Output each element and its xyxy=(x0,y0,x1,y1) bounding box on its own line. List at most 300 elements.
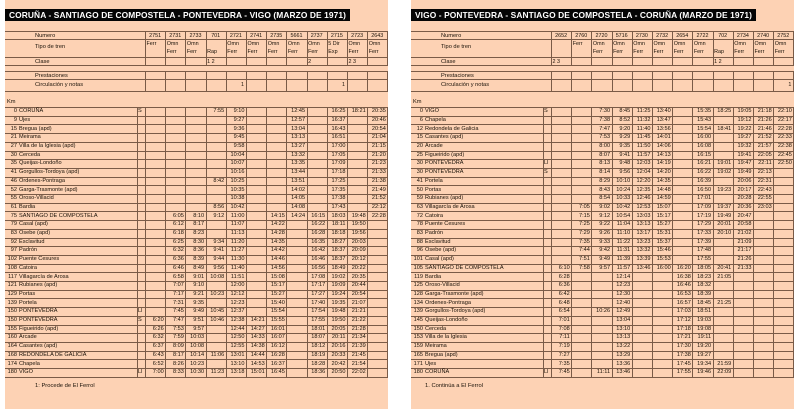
grid-vline xyxy=(793,107,794,377)
departure-time: 21:39 xyxy=(351,343,366,350)
departure-time: 9:21 xyxy=(193,290,205,297)
departure-time: 20:47 xyxy=(737,212,752,219)
departure-time: 17:09 xyxy=(697,203,712,210)
departure-time: 21:23 xyxy=(371,160,386,167)
station-name: Garga-Trasmonte (apd) xyxy=(425,290,484,297)
departure-time: 7:44 xyxy=(578,247,590,254)
train-number: 2721 xyxy=(229,32,242,39)
departure-time: 18:23 xyxy=(697,273,712,280)
station-name: Esclavitud xyxy=(425,238,451,245)
grid-vline xyxy=(692,71,693,91)
departure-time: 9:45 xyxy=(233,134,245,141)
departure-time: 11:40 xyxy=(636,125,651,132)
departure-time: 15:53 xyxy=(656,256,671,263)
departure-time: 13:18 xyxy=(230,369,245,376)
departure-time: 7:15 xyxy=(578,212,590,219)
departure-time: 7:38 xyxy=(599,116,611,123)
departure-time: 12:12 xyxy=(230,290,245,297)
departure-time: 14:46 xyxy=(270,256,285,263)
departure-time: 9:42 xyxy=(599,247,611,254)
departure-time: 20:44 xyxy=(351,282,366,289)
departure-time: 9:35 xyxy=(619,143,631,149)
departure-time: 19:24 xyxy=(331,290,346,297)
departure-time: 7:11 xyxy=(559,334,570,341)
station-km: 174 xyxy=(7,360,17,367)
departure-time: 6:36 xyxy=(558,282,570,289)
station-name: Portas xyxy=(425,186,442,193)
departure-time: 22:28 xyxy=(777,125,792,132)
timetable-left xyxy=(5,0,388,409)
departure-time: 18:41 xyxy=(717,125,732,132)
departure-time: 22:09 xyxy=(717,369,732,376)
departure-time: 13:39 xyxy=(636,256,651,263)
departure-time: 11:06 xyxy=(210,351,225,358)
departure-time: 17:09 xyxy=(331,160,346,167)
departure-time: 19:27 xyxy=(697,351,712,358)
departure-time: 8:36 xyxy=(193,247,205,254)
departure-time: 22:13 xyxy=(757,169,772,176)
departure-time: 9:12 xyxy=(213,212,225,219)
departure-time: 22:28 xyxy=(371,212,386,219)
departure-time: 19:20 xyxy=(697,343,712,350)
train-type: Rap xyxy=(207,48,217,55)
departure-time: 20:41 xyxy=(717,264,732,271)
departure-time: 9:12 xyxy=(599,212,611,219)
departure-time: 9:49 xyxy=(193,308,205,315)
departure-time: 22:31 xyxy=(757,177,772,184)
station-name: Ordenes-Pontraga xyxy=(425,299,472,306)
departure-time: 14:13 xyxy=(656,151,671,158)
train-type: Ferr xyxy=(754,48,765,55)
station-mark: Ll xyxy=(544,160,549,167)
departure-time: 13:47 xyxy=(656,116,671,123)
departure-time: 21:33 xyxy=(737,264,752,271)
departure-time: 8:45 xyxy=(619,108,631,115)
timetable-left-footnote: 1: Procede de El Ferrol xyxy=(35,383,95,389)
station-name: Oroso-Villacid xyxy=(19,195,54,202)
train-type: Exp xyxy=(328,48,338,55)
departure-time: 16:00 xyxy=(697,134,712,141)
station-km: 6 xyxy=(419,116,423,123)
departure-time: 13:03 xyxy=(636,212,651,219)
departure-time: 14:15 xyxy=(270,212,285,219)
departure-time: 13:13 xyxy=(291,134,306,141)
departure-time: 14:22 xyxy=(270,221,285,228)
departure-time: 10:08 xyxy=(210,273,225,280)
departure-time: 16:22 xyxy=(311,221,326,228)
departure-time: 10:14 xyxy=(190,351,205,358)
departure-time: 17:19 xyxy=(697,212,712,219)
departure-time: 15:27 xyxy=(656,221,671,228)
departure-time: 6:54 xyxy=(558,308,570,315)
departure-time: 17:25 xyxy=(331,177,346,184)
departure-time: 19:22 xyxy=(737,125,752,132)
station-km: 15 xyxy=(10,125,17,132)
grid-hline xyxy=(411,342,794,343)
departure-time: 13:44 xyxy=(291,169,306,176)
departure-time: 8:39 xyxy=(193,256,205,263)
departure-time: 16:53 xyxy=(676,290,691,297)
departure-time: 9:44 xyxy=(213,256,225,263)
departure-time: 20:17 xyxy=(737,186,752,193)
train-number: 2652 xyxy=(555,32,568,39)
station-km: 145 xyxy=(413,317,423,323)
grid-hline xyxy=(411,91,794,92)
departure-time: 18:19 xyxy=(311,351,326,358)
station-km: 150 xyxy=(7,308,17,315)
departure-time: 21:26 xyxy=(757,116,772,123)
departure-time: 12:49 xyxy=(616,308,631,315)
departure-time: 9:57 xyxy=(193,325,205,332)
departure-time: 7:55 xyxy=(213,108,225,115)
departure-time: 19:49 xyxy=(717,212,732,219)
grid-vline xyxy=(286,71,287,91)
grid-vline xyxy=(387,71,388,91)
departure-time: 18:39 xyxy=(697,290,712,297)
departure-time: 9:01 xyxy=(193,273,205,280)
departure-time: 7:51 xyxy=(578,256,590,263)
departure-time: 13:46 xyxy=(636,264,651,271)
train-type: Ferr xyxy=(693,48,704,55)
departure-time: 18:28 xyxy=(311,360,326,367)
departure-time: 17:39 xyxy=(697,238,712,245)
grid-vline xyxy=(551,71,552,91)
train-type: Ferr xyxy=(368,48,379,55)
station-name: Chapela xyxy=(425,116,446,123)
grid-hline xyxy=(411,377,794,378)
departure-time: 6:46 xyxy=(172,264,184,271)
departure-time: 21:18 xyxy=(757,108,772,115)
station-name: Osebe (apd) xyxy=(425,247,457,254)
departure-time: 12:37 xyxy=(230,308,245,315)
departure-time: 19:08 xyxy=(697,325,712,332)
departure-time: 19:41 xyxy=(737,151,752,158)
train-type: Omn xyxy=(633,40,645,47)
departure-time: 20:35 xyxy=(371,108,386,115)
departure-time: 9:02 xyxy=(599,203,611,210)
header-tipo-label: Tipo de tren xyxy=(35,44,66,50)
departure-time: 18:27 xyxy=(331,238,346,245)
departure-time: 16:37 xyxy=(331,116,346,123)
departure-time: 17:55 xyxy=(697,256,712,263)
station-name: SANTIAGO DE COMPOSTELA xyxy=(19,212,98,219)
departure-time: 22:50 xyxy=(777,160,792,167)
departure-time: 6:58 xyxy=(172,273,184,280)
departure-time: 13:04 xyxy=(616,317,631,323)
station-name: Meirama xyxy=(19,134,41,141)
train-note: 1 xyxy=(788,82,792,88)
departure-time: 13:32 xyxy=(636,247,651,254)
grid-hline xyxy=(411,333,794,334)
departure-time: 17:45 xyxy=(676,360,691,367)
grid-hline xyxy=(5,91,388,92)
train-number: 2731 xyxy=(169,32,182,39)
train-type: Ferr xyxy=(166,48,177,55)
train-note: 1 xyxy=(240,82,244,88)
departure-time: 15:17 xyxy=(656,212,671,219)
departure-time: 11:00 xyxy=(230,212,245,219)
departure-time: 18:21 xyxy=(351,108,366,115)
departure-time: 14:21 xyxy=(250,317,265,323)
departure-time: 12:30 xyxy=(616,290,631,297)
train-type: Ferr xyxy=(186,48,197,55)
departure-time: 17:55 xyxy=(676,369,691,376)
grid-hline xyxy=(411,79,794,80)
station-km: 155 xyxy=(7,325,17,332)
departure-time: 11:20 xyxy=(230,238,245,245)
departure-time: 22:45 xyxy=(777,151,792,158)
train-type: Ferr xyxy=(308,48,318,55)
train-class: 2 3 xyxy=(552,58,560,65)
departure-time: 17:55 xyxy=(311,317,326,323)
departure-time: 15:17 xyxy=(270,282,285,289)
grid-hline xyxy=(411,359,794,360)
departure-time: 20:05 xyxy=(331,325,346,332)
departure-time: 13:40 xyxy=(656,108,671,115)
departure-time: 9:49 xyxy=(599,256,611,263)
station-name: Gorgullos-Tordoya (apd) xyxy=(425,308,486,315)
station-name: PONTEVEDRA xyxy=(425,169,464,176)
departure-time: 9:51 xyxy=(193,317,205,323)
departure-time: 17:27 xyxy=(311,290,326,297)
station-km: 97 xyxy=(10,247,17,254)
station-name: Casantes (apd) xyxy=(19,343,58,350)
departure-time: 10:08 xyxy=(190,343,205,350)
station-name: Arcade xyxy=(19,334,37,341)
station-km: 52 xyxy=(10,186,17,193)
departure-time: 11:07 xyxy=(230,221,245,228)
station-name: Rubianes (apd) xyxy=(425,195,464,202)
station-name: Casal (apd) xyxy=(425,256,454,263)
departure-time: 19:32 xyxy=(737,143,752,149)
departure-time: 15:37 xyxy=(656,238,671,245)
station-km: 150 xyxy=(413,325,423,332)
train-type: Ferr xyxy=(673,48,684,55)
station-km: 27 xyxy=(10,143,17,149)
departure-time: 9:29 xyxy=(619,134,631,141)
departure-time: 9:34 xyxy=(213,238,225,245)
departure-time: 12:46 xyxy=(636,195,651,202)
departure-time: 6:28 xyxy=(558,273,570,280)
departure-time: 9:20 xyxy=(619,125,631,132)
departure-time: 18:36 xyxy=(311,369,326,376)
departure-time: 13:32 xyxy=(291,151,306,158)
train-number: 2720 xyxy=(595,32,608,39)
departure-time: 15:46 xyxy=(656,247,671,254)
station-name: Queijas-Londoño xyxy=(19,160,62,167)
departure-time: 16:38 xyxy=(676,273,691,280)
station-km: 139 xyxy=(413,308,423,315)
departure-time: 16:35 xyxy=(311,238,326,245)
departure-time: 11:23 xyxy=(210,369,225,376)
train-number: 2732 xyxy=(656,32,669,39)
departure-time: 20:22 xyxy=(351,264,366,271)
departure-time: 15:43 xyxy=(697,116,712,123)
train-type: Omn xyxy=(247,40,260,47)
departure-time: 6:25 xyxy=(172,238,184,245)
departure-time: 22:38 xyxy=(777,143,792,149)
departure-time: 17:05 xyxy=(331,151,346,158)
departure-time: 16:45 xyxy=(270,369,285,376)
train-number: 2741 xyxy=(250,32,263,39)
station-name: Bregua (apd) xyxy=(19,125,52,132)
departure-time: 13:46 xyxy=(616,369,631,376)
departure-time: 16:39 xyxy=(697,177,712,184)
departure-time: 13:17 xyxy=(636,230,651,236)
departure-time: 6:18 xyxy=(172,230,184,236)
departure-time: 22:10 xyxy=(777,108,792,115)
departure-time: 15:54 xyxy=(270,308,285,315)
station-km: 164 xyxy=(7,343,17,350)
station-km: 41 xyxy=(416,177,423,184)
station-km: 165 xyxy=(413,351,423,358)
departure-time: 10:25 xyxy=(230,177,245,184)
departure-time: 17:38 xyxy=(676,351,691,358)
departure-time: 8:17 xyxy=(172,351,184,358)
station-name: Puente Cesures xyxy=(19,256,60,263)
departure-time: 10:30 xyxy=(190,369,205,376)
train-type: Ferr xyxy=(613,48,623,55)
departure-time: 9:26 xyxy=(599,230,611,236)
station-km: 102 xyxy=(7,256,17,263)
station-km: 15 xyxy=(416,134,423,141)
train-number: 2643 xyxy=(371,32,384,39)
departure-time: 10:24 xyxy=(616,186,631,193)
station-name: Padrón xyxy=(425,230,444,236)
grid-vline xyxy=(543,107,544,377)
departure-time: 7:35 xyxy=(578,238,590,245)
departure-time: 6:36 xyxy=(172,256,184,263)
departure-time: 17:18 xyxy=(331,169,346,176)
departure-time: 10:23 xyxy=(190,360,205,367)
train-number: 2733 xyxy=(189,32,202,39)
station-km: 180 xyxy=(413,369,423,376)
departure-time: 21:46 xyxy=(757,125,772,132)
train-number: 701 xyxy=(211,32,221,39)
grid-hline xyxy=(411,65,794,66)
station-name: Gorgullos-Tordoya (apd) xyxy=(19,169,80,176)
departure-time: 21:57 xyxy=(757,143,772,149)
departure-time: 14:20 xyxy=(656,169,671,176)
station-km: 78 xyxy=(416,221,423,228)
departure-time: 20:33 xyxy=(331,351,346,358)
departure-time: 19:48 xyxy=(351,212,366,219)
grid-vline xyxy=(165,71,166,91)
header-clase-label: Clase xyxy=(35,58,50,65)
departure-time: 17:38 xyxy=(331,195,346,202)
train-type: Omn xyxy=(308,40,320,47)
departure-time: 17:48 xyxy=(697,247,712,254)
departure-time: 17:12 xyxy=(676,317,691,323)
station-name: Villa de la Iglesia (apd) xyxy=(19,143,76,149)
train-number: 2740 xyxy=(757,32,770,39)
station-km: 79 xyxy=(10,221,17,228)
grid-vline xyxy=(672,71,673,91)
departure-time: 20:58 xyxy=(737,221,752,228)
station-km: 9 xyxy=(13,116,17,123)
header-numero-label: Numero xyxy=(441,32,462,39)
departure-time: 12:04 xyxy=(636,169,651,176)
departure-time: 20:10 xyxy=(717,230,732,236)
station-name: CORUÑA xyxy=(19,108,44,115)
departure-time: 18:03 xyxy=(331,212,346,219)
departure-time: 21:33 xyxy=(371,169,386,176)
departure-time: 7:01 xyxy=(558,317,570,323)
departure-time: 6:32 xyxy=(152,334,164,341)
grid-vline xyxy=(612,71,613,91)
train-type: Ferr xyxy=(348,48,359,55)
train-type: Ferr xyxy=(633,48,644,55)
station-name: Figueirido (apd) xyxy=(19,325,59,332)
departure-time: 16:46 xyxy=(311,256,326,263)
departure-time: 12:40 xyxy=(616,299,631,306)
departure-time: 16:07 xyxy=(270,334,285,341)
departure-time: 13:36 xyxy=(616,360,631,367)
station-km: 180 xyxy=(7,369,17,376)
departure-time: 7:45 xyxy=(172,308,184,315)
departure-time: 15:54 xyxy=(697,125,712,132)
departure-time: 16:08 xyxy=(697,143,712,149)
departure-time: 10:35 xyxy=(230,186,245,193)
station-name: Villagarcía de Arosa xyxy=(19,273,69,280)
departure-time: 7:07 xyxy=(172,282,184,289)
departure-time: 17:40 xyxy=(311,299,326,306)
departure-time: 19:50 xyxy=(351,221,366,228)
departure-time: 21:34 xyxy=(351,334,366,341)
station-km: 101 xyxy=(413,256,423,263)
departure-time: 20:16 xyxy=(331,343,346,350)
departure-time: 19:37 xyxy=(717,203,732,210)
departure-time: 9:10 xyxy=(193,282,205,289)
station-mark: S xyxy=(138,108,142,115)
departure-time: 7:58 xyxy=(578,264,590,271)
grid-vline xyxy=(387,107,388,377)
grid-hline xyxy=(5,79,388,80)
departure-time: 12:23 xyxy=(230,299,245,306)
train-type: Omn xyxy=(613,40,625,47)
departure-time: 17:35 xyxy=(331,186,346,193)
station-km: 46 xyxy=(10,177,17,184)
departure-time: 19:01 xyxy=(717,160,732,167)
grid-vline xyxy=(713,71,714,91)
departure-time: 21:22 xyxy=(351,317,366,323)
departure-time: 20:35 xyxy=(351,273,366,280)
grid-hline xyxy=(411,57,794,58)
station-name: Redondela de Galicia xyxy=(425,125,479,132)
departure-time: 7:08 xyxy=(558,325,570,332)
departure-time: 7:05 xyxy=(578,203,590,210)
grid-hline xyxy=(5,57,388,58)
departure-time: 22:05 xyxy=(757,151,772,158)
departure-time: 6:43 xyxy=(152,351,164,358)
train-type: Ferr xyxy=(734,48,745,55)
departure-time: 17:03 xyxy=(676,308,691,315)
departure-time: 7:25 xyxy=(578,221,590,228)
km-column-header: Km xyxy=(413,98,422,105)
train-number: 702 xyxy=(718,32,728,39)
departure-time: 17:18 xyxy=(676,325,691,332)
train-type: Omn xyxy=(166,40,179,47)
train-note: 1 xyxy=(341,82,345,88)
departure-time: 15:01 xyxy=(250,369,265,376)
departure-time: 22:17 xyxy=(777,116,792,123)
departure-time: 18:49 xyxy=(331,264,346,271)
station-mark: S xyxy=(544,169,548,176)
departure-time: 7:30 xyxy=(599,108,611,115)
departure-time: 13:29 xyxy=(616,351,631,358)
train-number: 2722 xyxy=(696,32,709,39)
departure-time: 8:49 xyxy=(193,264,205,271)
